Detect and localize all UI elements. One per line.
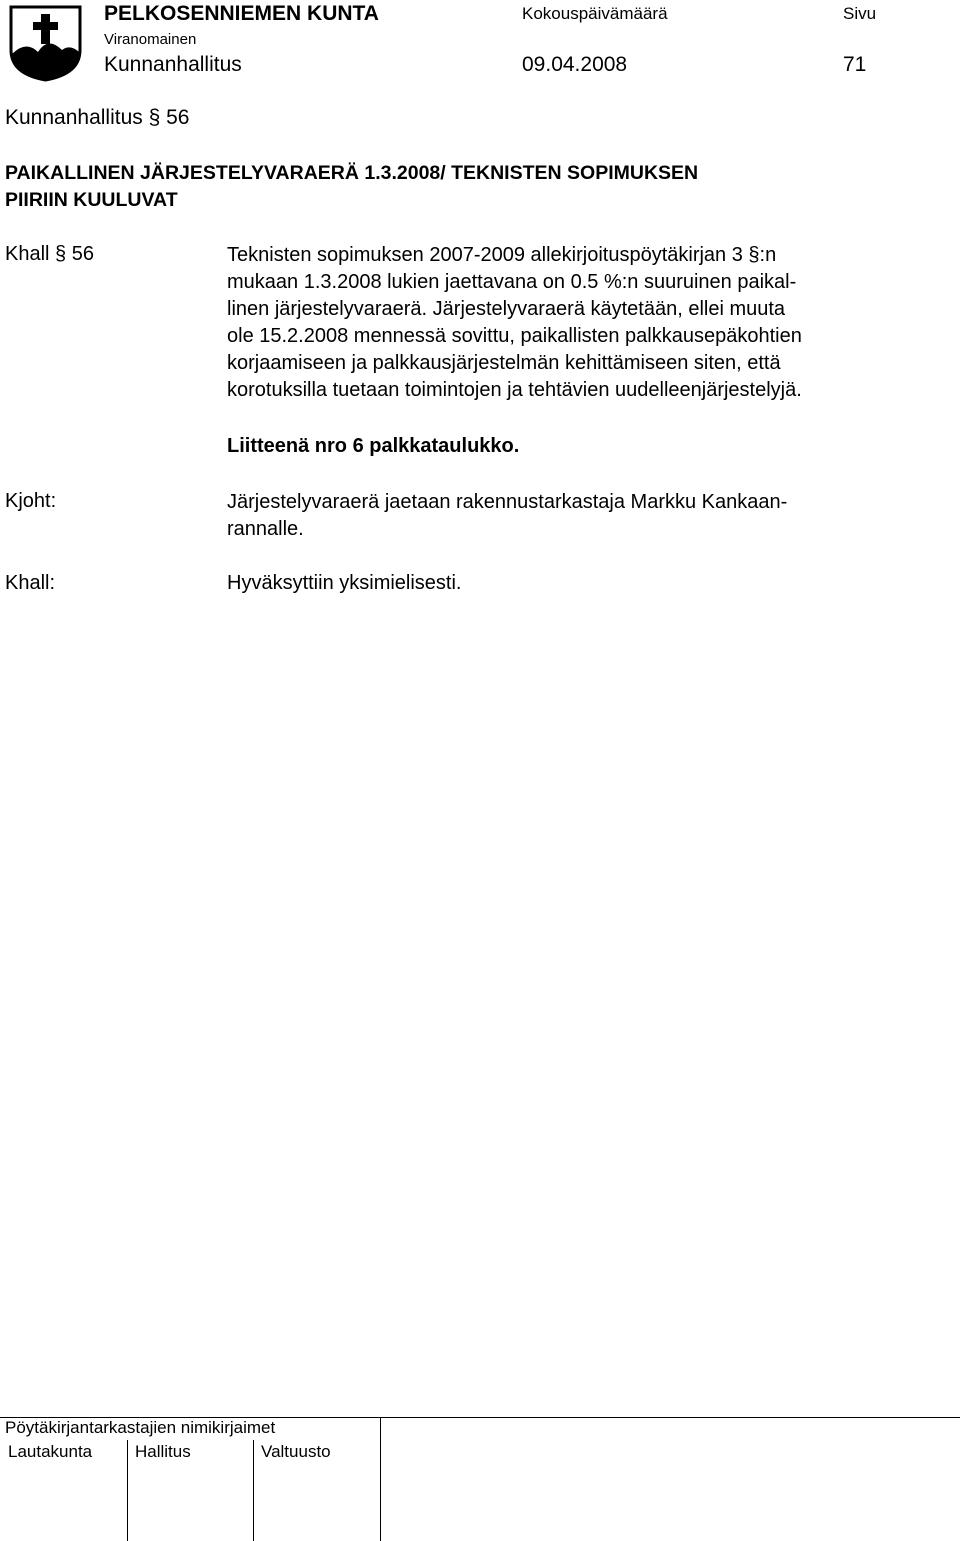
paragraph-line: Teknisten sopimuksen 2007-2009 allekirjoituspöytäkirjan 3 §:n [227, 244, 777, 266]
paragraph-line: linen järjestelyvaraerä. Järjestelyvaraerä käytetään, ellei muuta [227, 298, 786, 320]
section-heading: Kunnanhallitus § 56 [5, 106, 190, 129]
paragraph-line: korotuksilla tuetaan toimintojen ja tehtävien uudelleenjärjestelyjä. [227, 379, 802, 401]
signature-column-hallitus: Hallitus [135, 1442, 191, 1461]
paragraph-line: Järjestelyvaraerä jaetaan rakennustarkastaja Markku Kankaan- [227, 491, 788, 513]
organization-name: PELKOSENNIEMEN KUNTA [104, 2, 379, 25]
page-label: Sivu [843, 4, 877, 23]
signature-column-lautakunta: Lautakunta [8, 1442, 93, 1461]
khall-label: Khall § 56 [5, 243, 94, 265]
authority-name: Kunnanhallitus [104, 53, 242, 76]
paragraph-line: ole 15.2.2008 mennessä sovittu, paikallisten palkkausepäkohtien [227, 325, 802, 347]
khall-decision-label: Khall: [5, 572, 56, 594]
signature-title: Pöytäkirjantarkastajien nimikirjaimet [5, 1418, 276, 1437]
item-title-line: PIIRIIN KUULUVAT [5, 189, 178, 211]
kjoht-label: Kjoht: [5, 490, 57, 512]
decision-text: Hyväksyttiin yksimielisesti. [227, 572, 462, 594]
paragraph-line: korjaamiseen ja palkkausjärjestelmän kehittämiseen siten, että [227, 352, 781, 374]
meeting-date: 09.04.2008 [522, 53, 628, 76]
page-number: 71 [843, 53, 867, 76]
authority-label: Viranomainen [104, 31, 197, 48]
meeting-date-label: Kokouspäivämäärä [522, 4, 668, 23]
item-title [5, 160, 698, 214]
signature-column-divider [253, 1440, 254, 1541]
coat-of-arms-icon [8, 4, 83, 82]
signature-column-divider [127, 1440, 128, 1541]
signature-box-border [380, 1417, 381, 1541]
paragraph-line: mukaan 1.3.2008 lukien jaettavana on 0.5 %:n suuruinen paikal- [227, 271, 797, 293]
item-title-line: PAIKALLINEN JÄRJESTELYVARAERÄ 1.3.2008/ TEKNISTEN SOPIMUKSEN [5, 162, 699, 184]
proposal-paragraph [227, 489, 927, 543]
paragraph-line: rannalle. [227, 518, 304, 540]
signature-column-valtuusto: Valtuusto [261, 1442, 331, 1461]
main-paragraph [227, 242, 927, 404]
attachment-note: Liitteenä nro 6 palkkataulukko. [227, 435, 520, 457]
